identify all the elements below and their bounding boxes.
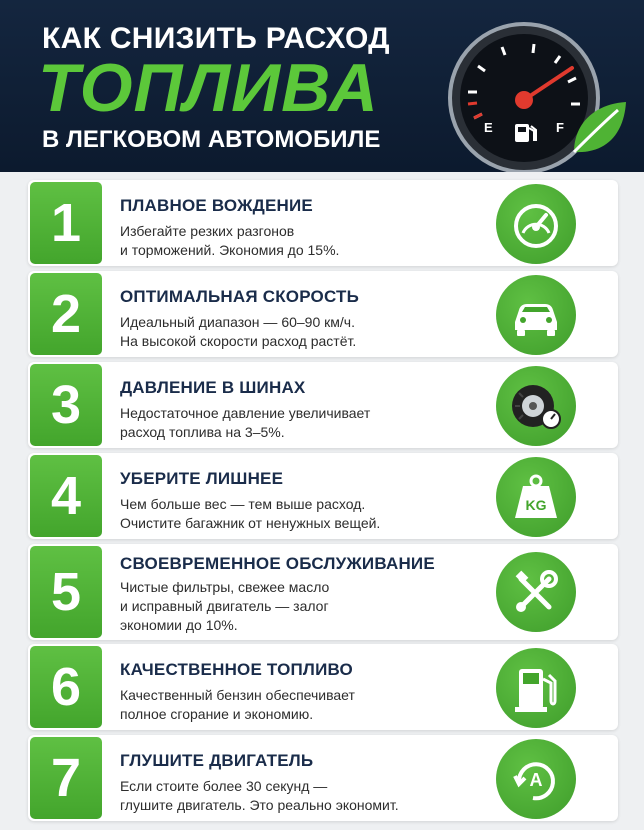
- fuel-pump-icon: [509, 661, 563, 715]
- tip-description-line: Чем больше вес — тем выше расход.: [120, 496, 366, 512]
- tip-description-line: Идеальный диапазон — 60–90 км/ч.: [120, 314, 355, 330]
- tip-description-line: Если стоите более 30 секунд —: [120, 778, 328, 794]
- icon-label: A: [529, 770, 543, 790]
- gauge-empty-label: E: [484, 120, 493, 135]
- tip-number: 3: [30, 364, 102, 446]
- title-line-1: КАК СНИЗИТЬ РАСХОД: [42, 22, 390, 55]
- tip-card: [28, 453, 618, 539]
- tip-description: [120, 495, 490, 533]
- icon-label: KG: [525, 497, 547, 513]
- tip-card: [28, 180, 618, 266]
- speedometer-icon: [509, 197, 563, 251]
- tip-description-line: Качественный бензин обеспечивает: [120, 687, 355, 703]
- tip-title: ГЛУШИТЕ ДВИГАТЕЛЬ: [120, 751, 314, 770]
- auto-stop-icon: [509, 752, 563, 806]
- tip-icon-badge: [496, 275, 576, 355]
- tip-description: [120, 313, 490, 351]
- tip-description-line: На высокой скорости расход растёт.: [120, 333, 357, 349]
- tip-title: ДАВЛЕНИЕ В ШИНАХ: [120, 378, 306, 397]
- header-banner: [0, 0, 644, 172]
- tip-description-line: и исправный двигатель — залог: [120, 598, 329, 614]
- tip-icon-badge: [496, 648, 576, 728]
- tip-icon-badge: [496, 739, 576, 819]
- tip-title: ОПТИМАЛЬНАЯ СКОРОСТЬ: [120, 287, 360, 306]
- tip-title: ПЛАВНОЕ ВОЖДЕНИЕ: [120, 196, 313, 215]
- weight-icon: [509, 470, 563, 524]
- title-line-3: В ЛЕГКОВОМ АВТОМОБИЛЕ: [42, 126, 381, 153]
- tip-icon-badge: [496, 552, 576, 632]
- tip-number: 7: [30, 737, 102, 819]
- tip-description-line: и торможений. Экономия до 15%.: [120, 242, 340, 258]
- tip-title: УБЕРИТЕ ЛИШНЕЕ: [120, 469, 284, 488]
- tip-description: [120, 578, 490, 635]
- tip-description-line: глушите двигатель. Это реально экономит.: [120, 797, 399, 813]
- tip-icon-badge: [496, 366, 576, 446]
- tip-number: 6: [30, 646, 102, 728]
- gauge-full-label: F: [556, 120, 564, 135]
- tip-number: 2: [30, 273, 102, 355]
- tip-card: [28, 544, 618, 640]
- tip-icon-badge: [496, 184, 576, 264]
- tire-icon: [509, 379, 563, 433]
- tip-description: [120, 222, 490, 260]
- tip-card: [28, 362, 618, 448]
- tip-title: КАЧЕСТВЕННОЕ ТОПЛИВО: [120, 660, 353, 679]
- tip-description: [120, 686, 490, 724]
- leaf-icon: [566, 96, 630, 160]
- tip-icon-badge: [496, 457, 576, 537]
- tip-card: [28, 735, 618, 821]
- tip-description-line: экономии до 10%.: [120, 617, 238, 633]
- tip-number: 5: [30, 546, 102, 638]
- tip-description-line: Избегайте резких разгонов: [120, 223, 295, 239]
- tip-description-line: Очистите багажник от ненужных вещей.: [120, 515, 381, 531]
- car-icon: [509, 288, 563, 342]
- tip-description-line: расход топлива на 3–5%.: [120, 424, 285, 440]
- tip-description: [120, 777, 490, 815]
- tip-card: [28, 644, 618, 730]
- tip-description-line: полное сгорание и экономию.: [120, 706, 314, 722]
- tip-card: [28, 271, 618, 357]
- tip-title: СВОЕВРЕМЕННОЕ ОБСЛУЖИВАНИЕ: [120, 554, 435, 573]
- title-main: ТОПЛИВА: [38, 50, 379, 126]
- tools-icon: [509, 565, 563, 619]
- tip-description-line: Чистые фильтры, свежее масло: [120, 579, 330, 595]
- tip-number: 1: [30, 182, 102, 264]
- tip-number: 4: [30, 455, 102, 537]
- tip-description-line: Недостаточное давление увеличивает: [120, 405, 371, 421]
- tip-description: [120, 404, 490, 442]
